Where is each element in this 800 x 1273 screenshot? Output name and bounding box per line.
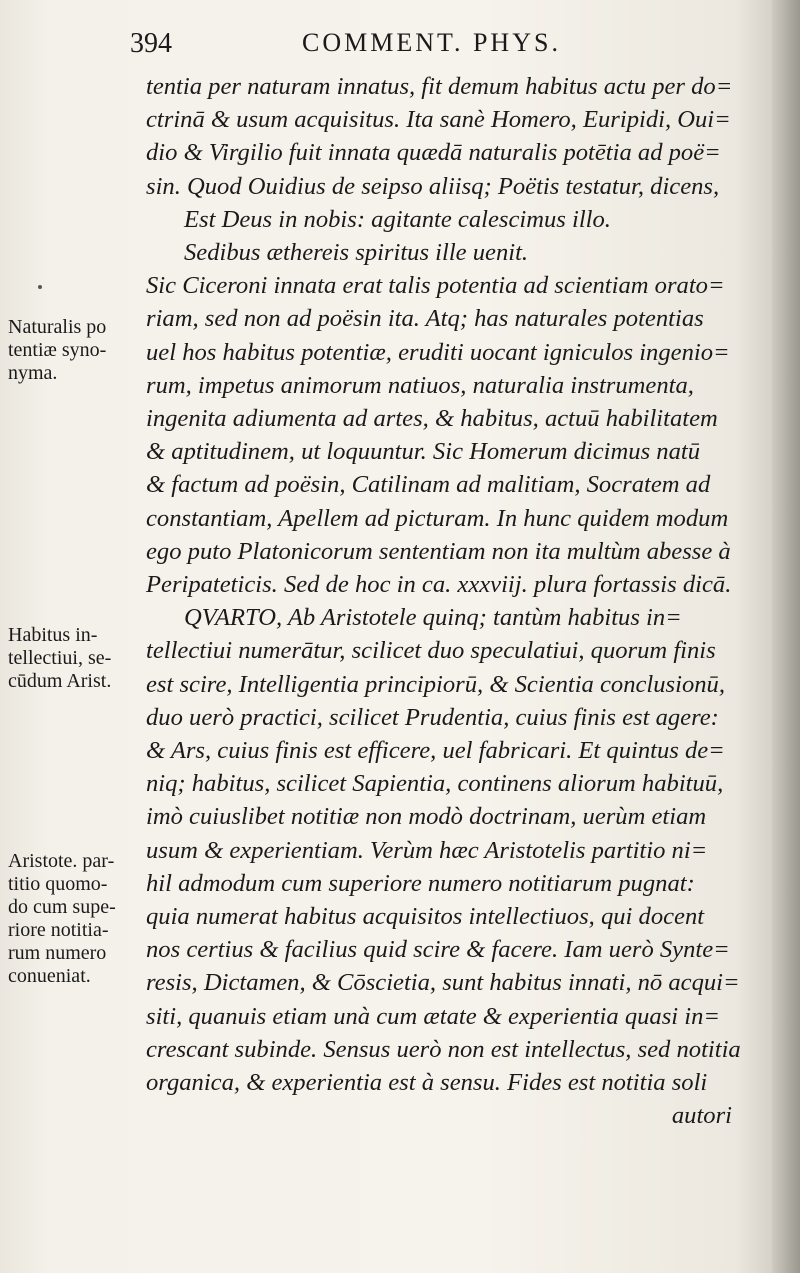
page-edge-shadow xyxy=(772,0,800,1273)
page-header xyxy=(130,22,650,62)
text-line: quia numerat habitus acquisitos intellectiuos, qui docent xyxy=(146,903,705,931)
margin-note-line: Habitus in- xyxy=(8,624,98,646)
text-line: siti, quanuis etiam unà cum ætate & experientia quasi in= xyxy=(146,1002,721,1030)
text-line: est scire, Intelligentia principiorū, & Scientia conclusionū, xyxy=(146,670,725,698)
margin-note-line: tentiæ syno- xyxy=(8,339,107,361)
text-line: & aptitudinem, ut loquuntur. Sic Homerum dicimus natū xyxy=(146,438,701,466)
text-line: organica, & experientia est à sensu. Fides est notitia soli xyxy=(146,1069,708,1097)
text-line: uel hos habitus potentiæ, eruditi uocant igniculos ingenio= xyxy=(146,338,730,366)
text-line: tellectiui numerātur, scilicet duo speculatiui, quorum finis xyxy=(146,637,716,665)
margin-note-line: Aristote. par- xyxy=(8,850,115,872)
text-line: sin. Quod Ouidius de seipso aliisq; Poëtis testatur, dicens, xyxy=(146,172,720,200)
verse-line: Sedibus æthereis spiritus ille uenit. xyxy=(184,239,529,267)
page-number: 394 xyxy=(130,28,172,59)
text-line: imò cuiuslibet notitiæ non modò doctrinam, uerùm etiam xyxy=(146,803,707,831)
running-head: COMMENT. PHYS. xyxy=(302,28,561,57)
text-line: niq; habitus, scilicet Sapientia, continens aliorum habituū, xyxy=(146,770,724,798)
body-text xyxy=(146,70,740,1133)
text-line: ctrinā & usum acquisitus. Ita sanè Homero, Euripidi, Oui= xyxy=(146,106,731,134)
text-line: usum & experientiam. Verùm hæc Aristotelis partitio ni= xyxy=(146,836,708,864)
text-line: duo uerò practici, scilicet Prudentia, cuius finis est agere: xyxy=(146,703,719,731)
margin-note-line: rum numero xyxy=(8,942,107,964)
text-line: dio & Virgilio fuit innata quædā naturalis potētia ad poë= xyxy=(146,139,721,167)
text-line: rum, impetus animorum natiuos, naturalia instrumenta, xyxy=(146,371,694,399)
text-line: & factum ad poësin, Catilinam ad malitiam, Socratem ad xyxy=(146,471,711,499)
margin-note-line: nyma. xyxy=(8,362,58,384)
text-line: nos certius & facilius quid scire & facere. Iam uerò Synte= xyxy=(146,936,730,964)
margin-note-line: Naturalis po xyxy=(8,316,107,338)
margin-note-line: riore notitia- xyxy=(8,919,109,941)
text-line: ingenita adiumenta ad artes, & habitus, actuū habilitatem xyxy=(146,405,718,433)
margin-note xyxy=(8,624,136,693)
text-line: hil admodum cum superiore numero notitiarum pugnat: xyxy=(146,869,695,897)
text-line: & Ars, cuius finis est efficere, uel fabricari. Et quintus de= xyxy=(146,737,725,765)
text-line: resis, Dictamen, & Cōscietia, sunt habitus innati, nō acqui= xyxy=(146,969,740,997)
text-line: tentia per naturam innatus, fit demum habitus actu per do= xyxy=(146,73,733,100)
margin-note xyxy=(8,850,136,988)
text-line: ego puto Platonicorum sententiam non ita multùm abesse à xyxy=(146,537,731,565)
text-line: QVARTO, Ab Aristotele quinq; tantùm habitus in= xyxy=(184,604,682,632)
text-line: crescant subinde. Sensus uerò non est intellectus, sed notitia xyxy=(146,1035,741,1063)
margin-note-line: tellectiui, se- xyxy=(8,647,112,669)
catchword: autori xyxy=(671,1102,732,1130)
verse-line: Est Deus in nobis: agitante calescimus illo. xyxy=(184,205,611,233)
margin-note-line: cūdum Arist. xyxy=(8,670,112,692)
text-line: Peripateticis. Sed de hoc in ca. xxxviij. plura fortassis dicā. xyxy=(146,571,732,599)
margin-note-line: conueniat. xyxy=(8,965,91,987)
text-line: constantiam, Apellem ad picturam. In hunc quidem modum xyxy=(146,504,729,532)
margin-note xyxy=(8,316,136,385)
margin-note-line: do cum supe- xyxy=(8,896,116,918)
margin-note-line: titio quomo- xyxy=(8,873,108,895)
ink-fleck xyxy=(38,285,42,289)
text-line: Sic Ciceroni innata erat talis potentia ad scientiam orato= xyxy=(146,272,725,300)
text-line: riam, sed non ad poësin ita. Atq; has naturales potentias xyxy=(146,305,704,333)
